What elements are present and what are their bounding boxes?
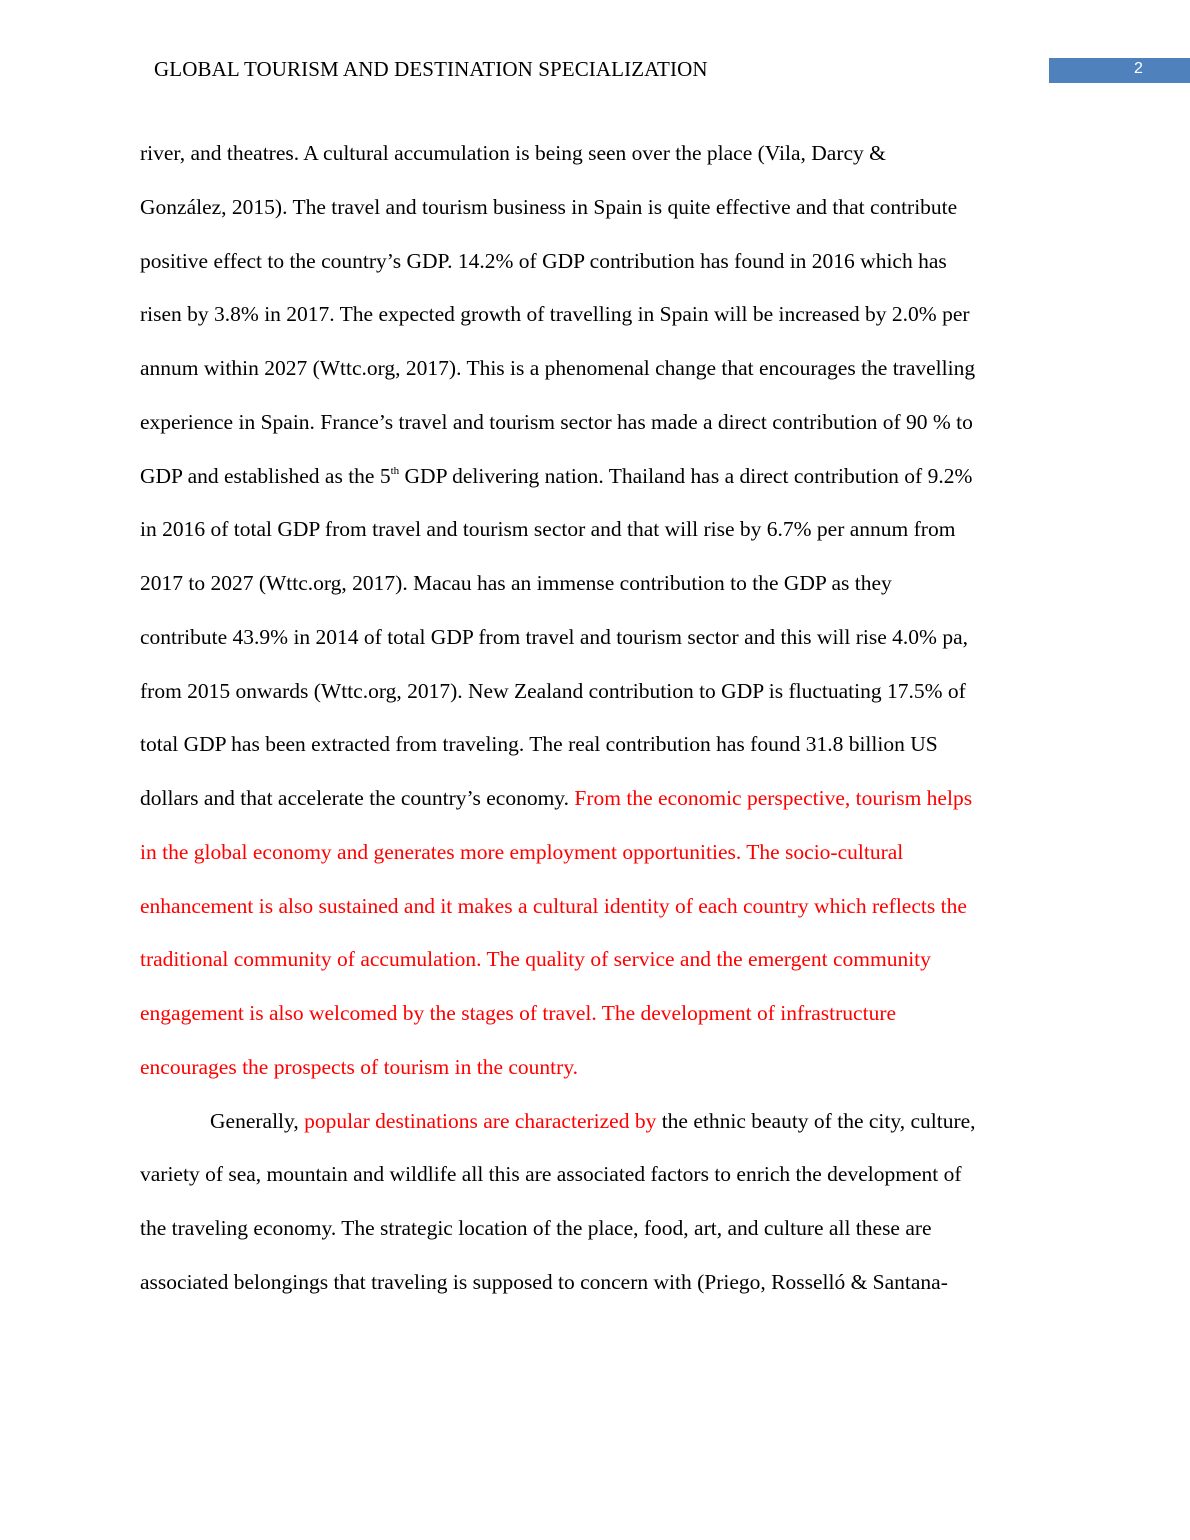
highlighted-text-line-15: enhancement is also sustained and it makes a cultural identity of each country which reflects the xyxy=(140,893,967,918)
text-line-1: river, and theatres. A cultural accumulation is being seen over the place (Vila, Darcy & xyxy=(140,141,886,165)
text-line-21: the traveling economy. The strategic location of the place, food, art, and culture all these are xyxy=(140,1216,932,1240)
highlighted-text: From the economic perspective, tourism helps xyxy=(574,786,973,810)
text-line-8: in 2016 of total GDP from travel and tourism sector and that will rise by 6.7% per annum from xyxy=(140,517,956,542)
text-line-20: variety of sea, mountain and wildlife all this are associated factors to enrich the development of xyxy=(140,1162,962,1187)
text-line-3: positive effect to the country’s GDP. 14.2% of GDP contribution has found in 2016 which has xyxy=(140,248,947,273)
text-line-9: 2017 to 2027 (Wttc.org, 2017). Macau has an immense contribution to the GDP as they xyxy=(140,571,892,595)
text-line-19-start: Generally, xyxy=(210,1108,305,1133)
text-line-22: associated belongings that traveling is supposed to concern with (Priego, Rosselló & Santana- xyxy=(140,1269,948,1294)
ordinal-superscript: th xyxy=(390,464,400,477)
text-line-2: González, 2015). The travel and tourism business in Spain is quite effective and that contribute xyxy=(140,194,958,219)
body-text xyxy=(140,127,1060,1310)
running-head-title: GLOBAL TOURISM AND DESTINATION SPECIALIZATION xyxy=(154,57,708,81)
text-line-19 xyxy=(140,1095,1060,1149)
highlighted-text-line-18: encourages the prospects of tourism in the country. xyxy=(140,1054,579,1079)
text-line-4: risen by 3.8% in 2017. The expected growth of travelling in Spain will be increased by 2.0% per xyxy=(140,302,970,327)
text-line-12: total GDP has been extracted from traveling. The real contribution has found 31.8 billion US xyxy=(140,732,938,757)
text-line-10: contribute 43.9% in 2014 of total GDP from travel and tourism sector and this will rise 4.0% pa, xyxy=(140,624,968,649)
text-line-5: annum within 2027 (Wttc.org, 2017). This is a phenomenal change that encourages the travelling xyxy=(140,356,976,380)
highlighted-text-line-17: engagement is also welcomed by the stages of travel. The development of infrastructure xyxy=(140,1001,897,1025)
text-line-13 xyxy=(140,772,1060,826)
text-line-19-end: the ethnic beauty of the city, culture, xyxy=(656,1108,976,1133)
page-number-badge xyxy=(1049,58,1190,83)
text-line-13-start: dollars and that accelerate the country’s economy. xyxy=(140,786,575,810)
text-line-7-start: GDP and established as the 5 xyxy=(140,463,391,488)
page-number: 2 xyxy=(1134,60,1143,77)
highlighted-phrase: popular destinations are characterized by xyxy=(304,1108,657,1133)
text-line-6: experience in Spain. France’s travel and tourism sector has made a direct contribution of 90 % to xyxy=(140,409,973,434)
text-line-7 xyxy=(140,450,1060,504)
highlighted-text-line-14: in the global economy and generates more employment opportunities. The socio-cultural xyxy=(140,839,904,864)
text-line-11: from 2015 onwards (Wttc.org, 2017). New Zealand contribution to GDP is fluctuating 17.5% of xyxy=(140,678,966,703)
highlighted-text-line-16: traditional community of accumulation. The quality of service and the emergent community xyxy=(140,947,931,972)
text-line-7-end: GDP delivering nation. Thailand has a direct contribution of 9.2% xyxy=(399,463,973,488)
